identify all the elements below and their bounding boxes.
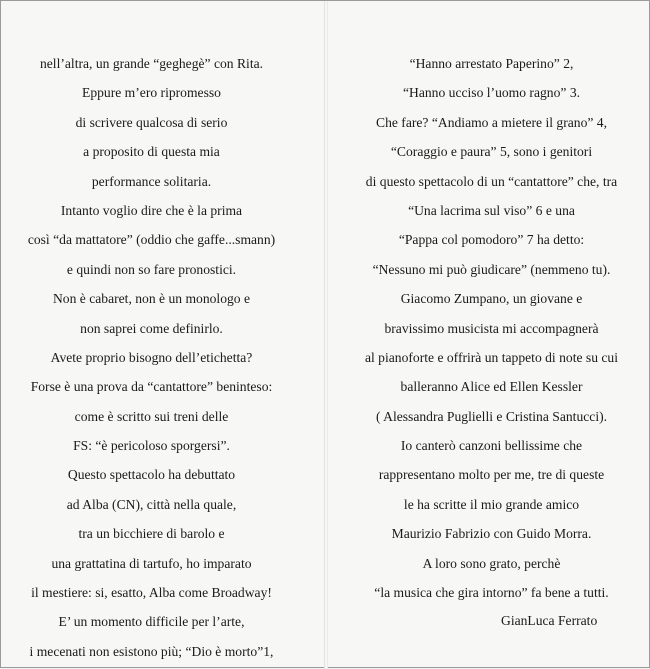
text-line: FS: “è pericoloso sporgersi”. (73, 438, 230, 454)
left-page (1, 49, 324, 666)
text-line: Giacomo Zumpano, un giovane e (400, 291, 583, 307)
text-line: Intanto voglio dire che è la prima (60, 202, 243, 218)
text-line: “la musica che gira intorno” fa bene a tutti. (374, 585, 609, 601)
text-line: bravissimo musicista mi accompagnerà (384, 320, 599, 336)
text-line: rappresentano molto per me, tre di queste (378, 467, 605, 483)
text-line: Eppure m’ero ripromesso (82, 85, 221, 101)
text-line: “Hanno ucciso l’uomo ragno” 3. (402, 85, 581, 101)
text-line: non saprei come definirlo. (80, 320, 223, 336)
text-line: “Una lacrima sul viso” 6 e una (408, 202, 575, 218)
text-line: a proposito di questa mia (83, 144, 220, 160)
text-line: ( Alessandra Puglielli e Cristina Santucci). (375, 408, 608, 424)
text-line: così “da mattatore” (oddio che gaffe...smann) (27, 232, 276, 248)
text-line: Avete proprio bisogno dell’etichetta? (50, 349, 253, 365)
text-line: Maurizio Fabrizio con Guido Morra. (391, 526, 592, 542)
text-line: Forse è una prova da “cantattore” beninteso: (30, 379, 273, 395)
text-line: tra un bicchiere di barolo e (78, 526, 225, 542)
text-line: i mecenati non esistono più; “Dio è morto”1, (29, 643, 274, 659)
text-line: ad Alba (CN), città nella quale, (66, 496, 237, 512)
text-line: una grattatina di tartufo, ho imparato (51, 555, 252, 571)
text-line: balleranno Alice ed Ellen Kessler (400, 379, 583, 395)
text-line: E’ un momento difficile per l’arte, (58, 614, 245, 630)
right-page (328, 49, 650, 607)
text-line: Non è cabaret, non è un monologo e (52, 291, 251, 307)
text-line: A loro sono grato, perchè (422, 555, 561, 571)
author-signature: GianLuca Ferrato (501, 613, 598, 628)
text-line: Questo spettacolo ha debuttato (67, 467, 236, 483)
text-line: come è scritto sui treni delle (74, 408, 229, 424)
text-line: al pianoforte e offrirà un tappeto di note su cui (364, 349, 619, 365)
text-line: Che fare? “Andiamo a mietere il grano” 4, (376, 114, 607, 130)
text-line: di scrivere qualcosa di serio (75, 114, 228, 130)
text-line: e quindi non so fare pronostici. (66, 261, 237, 277)
text-line: “Hanno arrestato Paperino” 2, (409, 56, 574, 71)
text-line: Io canterò canzoni bellissime che (400, 438, 583, 454)
text-line: di questo spettacolo di un “cantattore” che, tra (365, 173, 618, 189)
text-line: nell’altra, un grande “geghegè” con Rita. (39, 56, 264, 71)
text-line: “Pappa col pomodoro” 7 ha detto: (398, 232, 585, 248)
text-line: “Nessuno mi può giudicare” (nemmeno tu). (372, 261, 611, 277)
text-line: le ha scritte il mio grande amico (403, 496, 580, 512)
text-line: il mestiere: si, esatto, Alba come Broadway! (31, 585, 272, 601)
text-line: performance solitaria. (91, 173, 212, 189)
text-line: “Coraggio e paura” 5, sono i genitori (390, 144, 593, 160)
